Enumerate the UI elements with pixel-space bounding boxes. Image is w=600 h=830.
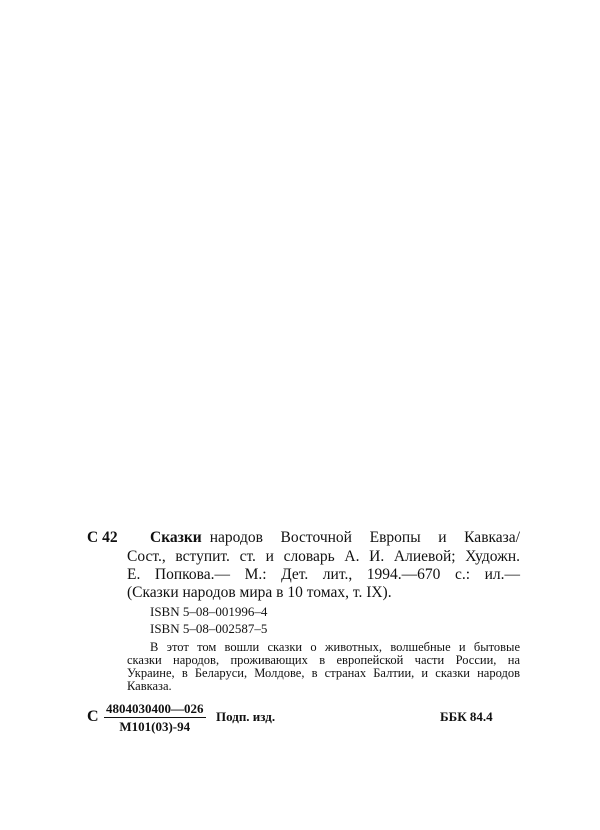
entry-line-text: народов Восточной Европы и Кавказа/ bbox=[209, 529, 520, 546]
entry-line-1 bbox=[150, 529, 520, 547]
index-denominator: М101(03)-94 bbox=[119, 719, 191, 734]
subscription-label: Подп. изд. bbox=[216, 709, 276, 724]
publication-index bbox=[104, 701, 206, 734]
entry-line-4: (Сказки народов мира в 10 томах, т. IX). bbox=[127, 584, 392, 601]
isbn-2: ISBN 5–08–002587–5 bbox=[150, 621, 268, 636]
entry-line-2: Сост., вступит. ст. и словарь А. И. Алиевой; Художн. bbox=[127, 548, 520, 565]
isbn-1: ISBN 5–08–001996–4 bbox=[150, 604, 268, 619]
index-numerator: 4804030400—026 bbox=[106, 701, 204, 716]
annotation-line: Кавказа. bbox=[127, 679, 172, 693]
catalog-code: С 42 bbox=[87, 529, 118, 546]
footer-letter: С bbox=[87, 708, 99, 725]
annotation-line: В этот том вошли сказки о животных, волшебные и бытовые bbox=[150, 640, 520, 654]
entry-title: Сказки bbox=[150, 529, 202, 546]
annotation-line: Украине, в Беларуси, Молдове, в странах Балтии, и сказки народов bbox=[127, 666, 520, 680]
bbk-code: ББК 84.4 bbox=[440, 709, 493, 724]
annotation-line: сказки народов, проживающих в европейской части России, на bbox=[127, 653, 520, 667]
entry-line-3: Е. Попкова.— М.: Дет. лит., 1994.—670 с.: ил.— bbox=[127, 566, 520, 583]
